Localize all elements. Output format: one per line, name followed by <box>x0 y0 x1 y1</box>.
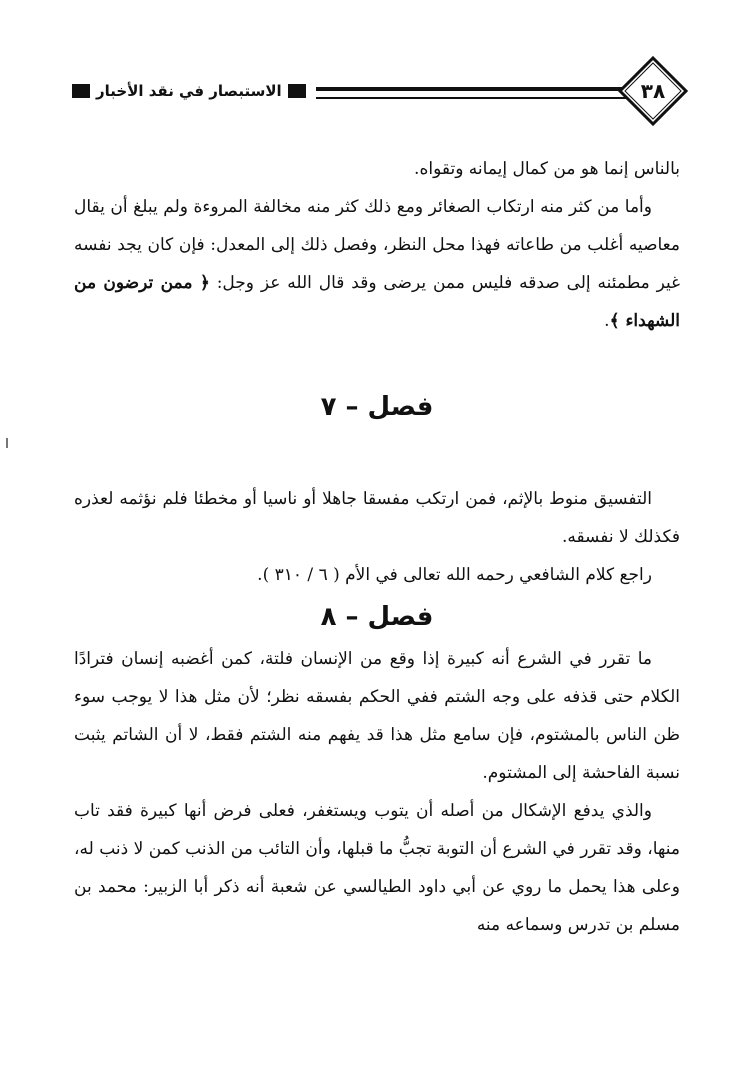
section-7-paragraph-1: التفسيق منوط بالإثم، فمن ارتكب مفسقا جاهلا أو ناسيا أو مخطئا فلم نؤثمه لعذره فكذلك لا نفسقه. <box>74 489 680 547</box>
section-8-paragraph-2: والذي يدفع الإشكال من أصله أن يتوب ويستغفر، فعلى فرض أنها كبيرة فقد تاب منها، وقد تقرر في الشرع أن التوبة تجبُّ ما قبلها، وأن التائب من الذنب كمن لا ذنب له، وعلى هذا يحمل ما روي عن أبي داود الطيالسي عن شعبة أنه ذكر أبا الزبير: محمد بن مسلم بن تدرس وسماعه منه <box>74 801 680 935</box>
page-content <box>74 150 680 944</box>
running-title-box <box>62 78 316 104</box>
title-square-icon <box>288 84 306 98</box>
paragraph-top-2-text: وأما من كثر منه ارتكاب الصغائر ومع ذلك كثر منه مخالفة المروءة ولم يبلغ أن يقال معاصيه أغلب من طاعاته فهذا محل النظر، وفصل ذلك إلى المعدل: فإن كان يجد نفسه غير مطمئنه إلى صدقه فليس ممن يرضى وقد قال الله عز وجل: <box>74 197 681 293</box>
paragraph-top-2 <box>74 188 680 340</box>
paragraph-top-2-end: . <box>604 311 610 331</box>
quran-quote: ﴿ ممن ترضون من الشهداء ﴾ <box>74 273 680 331</box>
page-edge-mark <box>6 438 8 448</box>
running-title: الاستبصار في نقد الأخبار <box>96 82 282 100</box>
page-number-badge <box>618 56 688 126</box>
section-7-paragraph-2: راجع كلام الشافعي رحمه الله تعالى في الأم ( ٦ / ٣١٠ ). <box>257 565 652 585</box>
section-heading-8: فصل – ٨ <box>320 602 434 632</box>
section-heading-7: فصل – ٧ <box>320 392 434 422</box>
title-square-icon <box>72 84 90 98</box>
section-8-paragraph-1: ما تقرر في الشرع أنه كبيرة إذا وقع من الإنسان فلتة، كمن أغضبه إنسان فترادًا الكلام حتى قذفه على وجه الشتم ففي الحكم بفسقه نظر؛ لأن مثل هذا لا يوجب سوء ظن الناس بالمشتوم، فإن سامع مثل هذا قد يفهم منه الشتم فقط، لا أن الشاتم يثبت نسبة الفاحشة إلى المشتوم. <box>74 649 680 783</box>
page-number: ٣٨ <box>640 79 666 103</box>
paragraph-top-1: بالناس إنما هو من كمال إيمانه وتقواه. <box>414 159 680 179</box>
